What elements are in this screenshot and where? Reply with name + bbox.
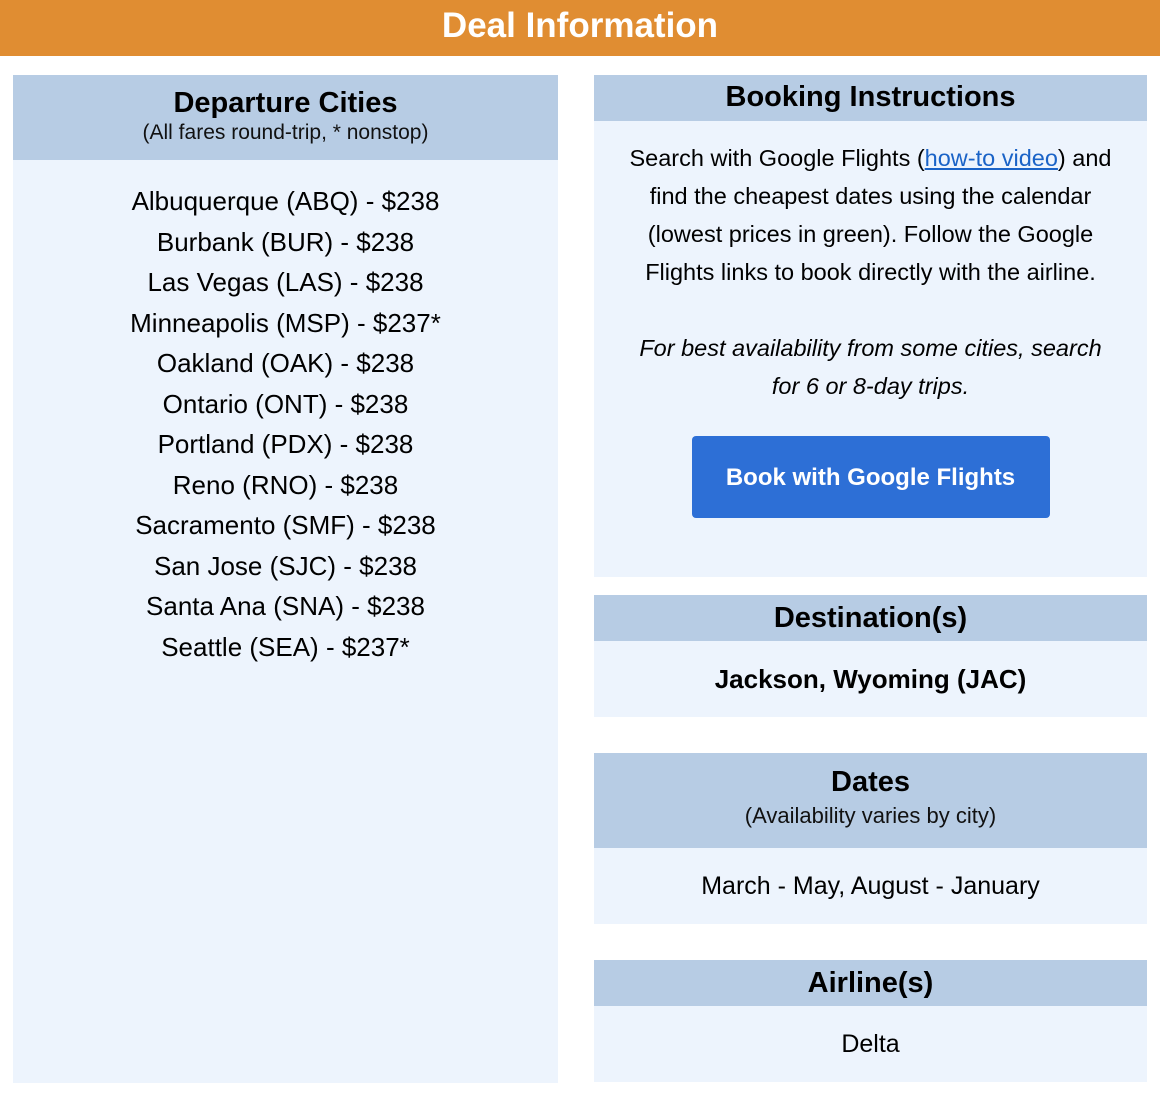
departure-cities-panel bbox=[13, 75, 558, 1083]
destination-title: Destination(s) bbox=[773, 602, 968, 634]
dates-panel bbox=[594, 753, 1147, 924]
departure-city-item: Burbank (BUR) - $238 bbox=[156, 226, 415, 257]
booking-instructions-text bbox=[624, 139, 1117, 291]
departure-city-item: San Jose (SJC) - $238 bbox=[153, 550, 417, 581]
dates-subtitle: (Availability varies by city) bbox=[744, 803, 997, 828]
departure-city-item: Ontario (ONT) - $238 bbox=[162, 388, 409, 419]
destination-value: Jackson, Wyoming (JAC) bbox=[714, 664, 1027, 694]
departure-city-item: Minneapolis (MSP) - $237* bbox=[130, 307, 441, 338]
departure-city-item: Seattle (SEA) - $237* bbox=[161, 631, 410, 662]
booking-text-after-link: ) and find the cheapest dates using the calendar (lowest prices in green). Follow the Google Flights links to book directly with the airline. bbox=[645, 145, 1112, 285]
how-to-video-link[interactable]: how-to video bbox=[924, 145, 1058, 171]
departure-city-item: Albuquerque (ABQ) - $238 bbox=[131, 186, 440, 216]
departure-city-item: Portland (PDX) - $238 bbox=[157, 429, 414, 459]
airline-header bbox=[594, 960, 1147, 1006]
destination-panel bbox=[594, 595, 1147, 717]
deal-information-banner bbox=[0, 0, 1160, 56]
departure-city-item: Oakland (OAK) - $238 bbox=[156, 348, 415, 378]
banner-title: Deal Information bbox=[441, 6, 719, 45]
airline-panel bbox=[594, 960, 1147, 1082]
destination-header bbox=[594, 595, 1147, 641]
dates-header bbox=[594, 753, 1147, 848]
booking-instructions-header bbox=[594, 75, 1147, 121]
departure-city-list bbox=[13, 160, 558, 667]
departure-cities-title: Departure Cities bbox=[173, 87, 398, 119]
departure-city-item: Santa Ana (SNA) - $238 bbox=[146, 591, 425, 621]
airline-value: Delta bbox=[841, 1030, 900, 1058]
dates-value: March - May, August - January bbox=[701, 872, 1040, 900]
availability-note: For best availability from some cities, search for 6 or 8-day trips. bbox=[639, 335, 1102, 399]
booking-instructions-title: Booking Instructions bbox=[725, 81, 1016, 113]
departure-city-item: Las Vegas (LAS) - $238 bbox=[147, 267, 424, 297]
airline-title: Airline(s) bbox=[807, 967, 934, 999]
dates-title: Dates bbox=[831, 766, 910, 798]
departure-cities-header bbox=[13, 75, 558, 160]
departure-city-item: Reno (RNO) - $238 bbox=[172, 469, 399, 500]
booking-text-before-link: Search with Google Flights ( bbox=[629, 145, 925, 171]
departure-cities-subtitle: (All fares round-trip, * nonstop) bbox=[142, 121, 429, 144]
booking-instructions-body bbox=[594, 121, 1147, 518]
booking-instructions-panel bbox=[594, 75, 1147, 577]
book-with-google-flights-button[interactable]: Book with Google Flights bbox=[692, 436, 1050, 518]
departure-city-item: Sacramento (SMF) - $238 bbox=[135, 510, 436, 540]
